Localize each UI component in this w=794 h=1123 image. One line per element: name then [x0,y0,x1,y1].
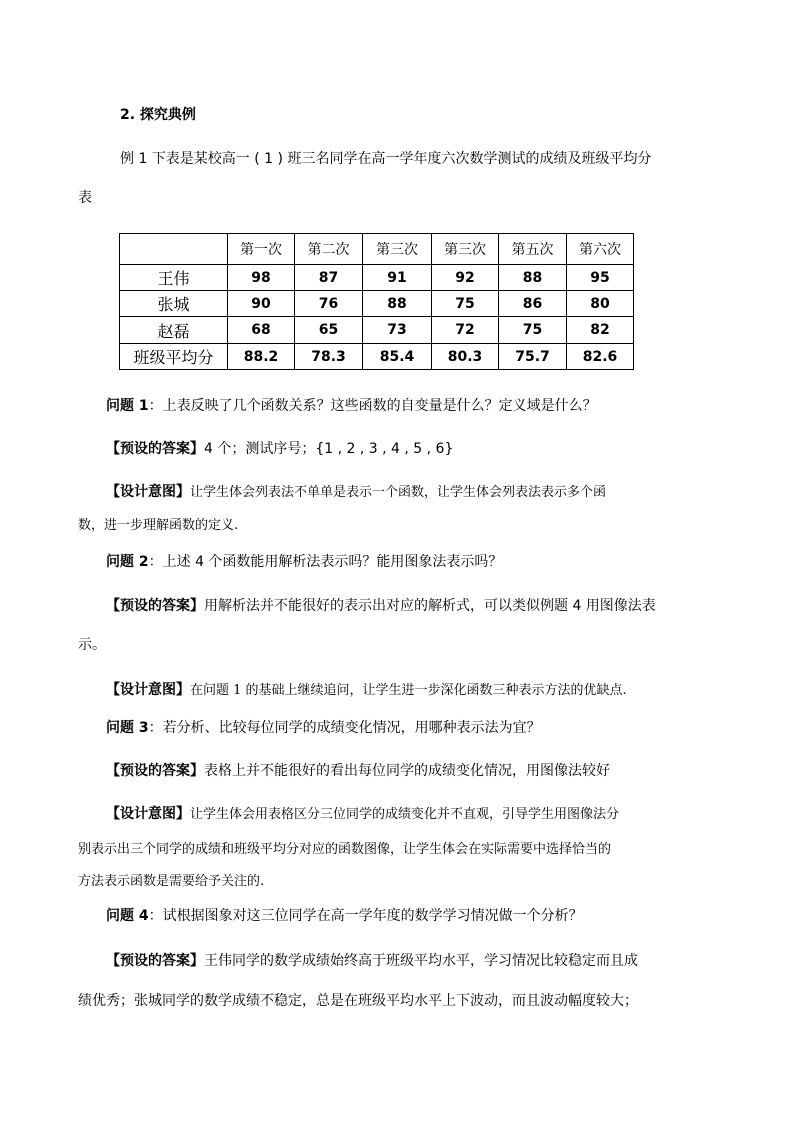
question-3-label: 问题 3 [106,720,149,736]
answer-1-label: 【预设的答案】 [106,441,204,457]
intent-2-text: 在问题 1 的基础上继续追问，让学生进一步深化函数三种表示方法的优缺点. [190,683,627,698]
score-cell: 90 [228,291,295,317]
score-cell: 78.3 [295,344,363,370]
score-cell: 76 [295,291,363,317]
score-cell: 87 [295,265,363,291]
table-header-cell: 第六次 [567,234,634,265]
table-row [120,291,634,317]
table-header-cell [120,234,228,265]
answer-4-label: 【预设的答案】 [106,953,204,969]
question-4 [106,907,583,925]
answer-3 [106,762,610,780]
question-4-label: 问题 4 [106,908,149,924]
answer-2-line-2: 示。 [78,637,106,653]
intent-2-label: 【设计意图】 [106,682,190,698]
question-2 [106,553,502,571]
intent-2 [106,681,627,700]
table-row [120,265,634,291]
section-heading: 2. 探究典例 [120,107,196,123]
score-cell: 80 [567,291,634,317]
table-header-row [120,234,634,265]
score-cell: 85.4 [363,344,432,370]
score-cell: 88.2 [228,344,295,370]
table-header-cell: 第三次 [363,234,432,265]
intent-3-line-2: 别表示出三个同学的成绩和班级平均分对应的函数图像，让学生体会在实际需要中选择恰当的 [78,842,612,857]
intent-1-line-1 [106,483,606,502]
score-cell: 86 [499,291,567,317]
intent-1-line-2: 数，进一步理解函数的定义. [78,518,239,533]
score-cell: 88 [363,291,432,317]
table-row [120,344,634,370]
score-cell: 80.3 [432,344,499,370]
score-cell: 72 [432,317,499,344]
answer-2-text: 用解析法并不能很好的表示出对应的解析式，可以类似例题 4 用图像法表 [204,598,656,614]
score-cell: 98 [228,265,295,291]
answer-2-label: 【预设的答案】 [106,598,204,614]
answer-3-text: 表格上并不能很好的看出每位同学的成绩变化情况，用图像法较好 [204,763,610,779]
intent-3-line-3: 方法表示函数是需要给予关注的. [78,874,265,889]
score-cell: 75 [432,291,499,317]
table-header-cell: 第一次 [228,234,295,265]
table-header-cell: 第三次 [432,234,499,265]
question-3-text: ：若分析、比较每位同学的成绩变化情况，用哪种表示法为宜？ [148,720,541,736]
student-name-cell: 班级平均分 [120,344,228,370]
score-cell: 92 [432,265,499,291]
intent-1-label: 【设计意图】 [106,484,190,500]
question-1-label: 问题 1 [106,398,149,414]
answer-3-label: 【预设的答案】 [106,763,204,779]
score-cell: 65 [295,317,363,344]
score-cell: 88 [499,265,567,291]
answer-4-line-1 [106,952,638,970]
intent-3-line-1 [106,805,619,824]
score-cell: 75.7 [499,344,567,370]
score-cell: 82 [567,317,634,344]
answer-1 [106,440,453,458]
score-cell: 91 [363,265,432,291]
question-4-text: ：试根据图象对这三位同学在高一学年度的数学学习情况做一个分析？ [148,908,583,924]
score-cell: 68 [228,317,295,344]
score-cell: 75 [499,317,567,344]
score-cell: 95 [567,265,634,291]
student-name-cell: 王伟 [120,265,228,291]
question-2-text: ：上述 4 个函数能用解析法表示吗？能用图象法表示吗？ [148,554,503,570]
table-header-cell: 第二次 [295,234,363,265]
student-name-cell: 张城 [120,291,228,317]
question-3 [106,719,541,737]
student-name-cell: 赵磊 [120,317,228,344]
table-row [120,317,634,344]
score-cell: 73 [363,317,432,344]
table-header-cell: 第五次 [499,234,567,265]
scores-table [119,233,634,370]
answer-1-text: 4 个；测试序号；{1 , 2 , 3 , 4 , 5 , 6} [204,441,454,457]
intent-1-text: 让学生体会列表法不单单是表示一个函数，让学生体会列表法表示多个函 [190,485,607,500]
intent-3-label: 【设计意图】 [106,806,190,822]
question-1 [106,397,597,415]
question-2-label: 问题 2 [106,554,149,570]
question-1-text: ：上表反映了几个函数关系？这些函数的自变量是什么？定义域是什么？ [148,398,597,414]
score-cell: 82.6 [567,344,634,370]
answer-4-line-2: 绩优秀；张城同学的数学成绩不稳定，总是在班级平均水平上下波动，而且波动幅度较大； [78,993,638,1009]
answer-2-line-1 [106,597,656,615]
intent-3-text: 让学生体会用表格区分三位同学的成绩变化并不直观，引导学生用图像法分 [190,807,620,822]
answer-4-text: 王伟同学的数学成绩始终高于班级平均水平，学习情况比较稳定而且成 [204,953,638,969]
example-line-2: 表 [78,190,92,206]
example-line-1: 例 1 下表是某校高一 ( 1 ) 班三名同学在高一学年度六次数学测试的成绩及班级平均分 [120,151,652,167]
